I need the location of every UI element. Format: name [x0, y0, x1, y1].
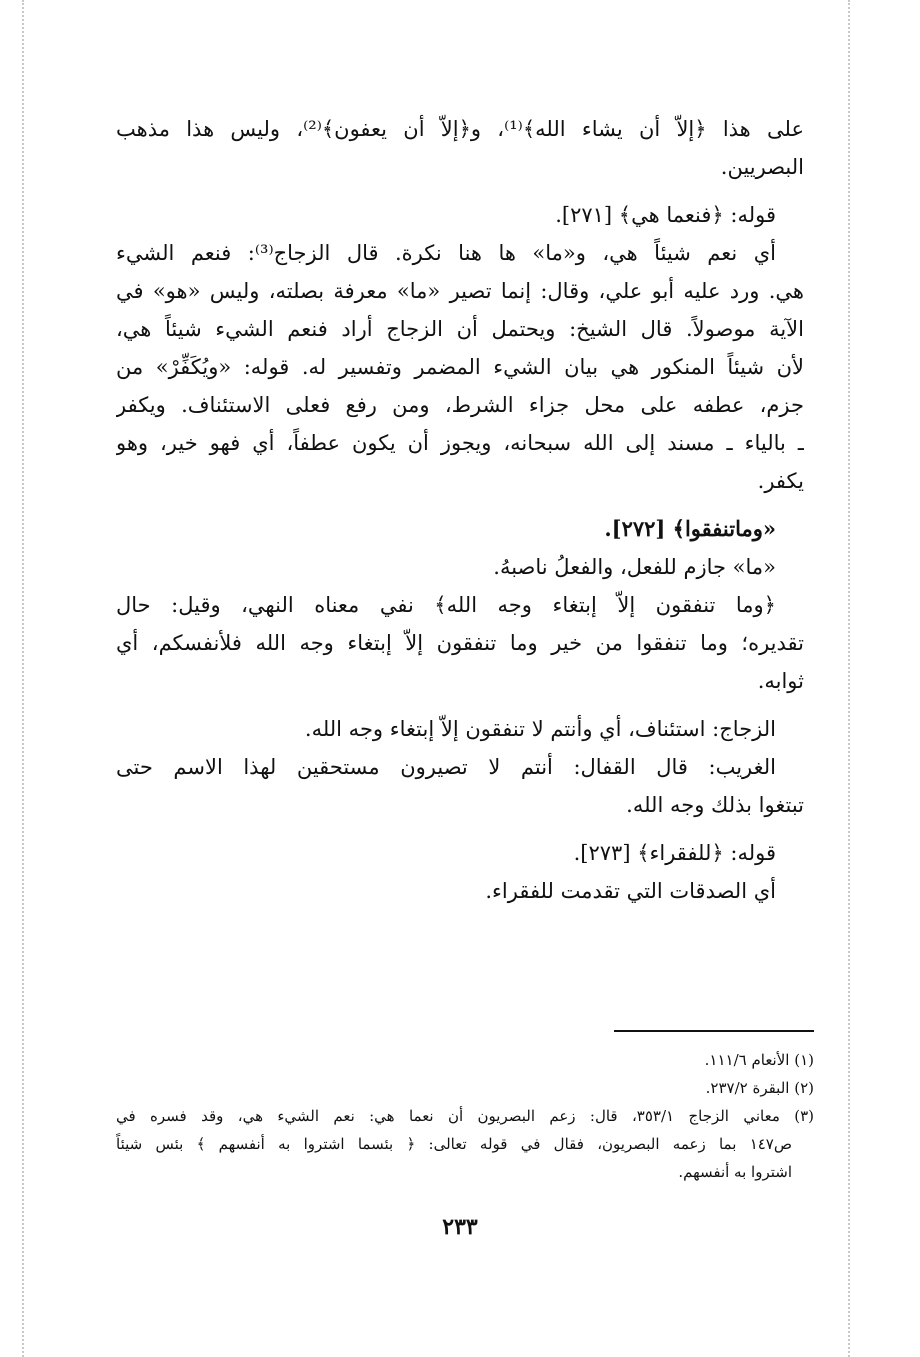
text-line: ﴿وما تنفقون إلاّ إبتغاء وجه الله﴾ نفي معناه النهي، وقيل: حال [116, 593, 776, 617]
text-line: ثوابه. [757, 669, 804, 693]
text-line: أي نعم شيئاً هي، و«ما» ها هنا نكرة. قال الزجاج⁽³⁾: فنعم الشيء [116, 241, 777, 265]
text-line: جزم، عطفه على محل جزاء الشرط، ومن رفع فعلى الاستئناف. ويكفر [116, 393, 804, 417]
verse-heading: «وماتنفقوا﴾ [٢٧٢]. [604, 516, 776, 541]
text-line: هي. ورد عليه أبو علي، وقال: إنما تصير «ما» معرفة بصلته، وليس «هو» في [116, 279, 804, 303]
footnote-divider [614, 1030, 814, 1032]
footnote-line: ص١٤٧ بما زعمه البصريون، فقال في قوله تعالى: ﴿ بئسما اشتروا به أنفسهم ﴾ بئس شيئاً [116, 1135, 792, 1153]
text-line: ـ بالياء ـ مسند إلى الله سبحانه، ويجوز أن يكون عطفاً، أي فهو خير، وهو [116, 431, 804, 455]
page-number: ٢٣٣ [442, 1214, 478, 1240]
footnote-line: (٢) البقرة ٢٣٧/٢. [705, 1079, 814, 1097]
footnote-line: (١) الأنعام ١١١/٦. [704, 1051, 814, 1069]
text-line: لأن شيئاً المنكور هي بيان الشيء المضمر وتفسير له. قوله: «ويُكَفِّرْ» من [116, 355, 804, 379]
footnote-line: (٣) معاني الزجاج ٣٥٣/١، قال: زعم البصريون أن نعما هي: نعم الشيء هي، وقد فسره في [116, 1107, 814, 1125]
text-line: على هذا ﴿إلاّ أن يشاء الله﴾⁽¹⁾، و﴿إلاّ أن يعفون﴾⁽²⁾، وليس هذا مذهب [116, 117, 804, 141]
text-line: البصريين. [720, 155, 804, 179]
scan-edge-dots-left [22, 0, 24, 1357]
footnote-line: اشتروا به أنفسهم. [678, 1163, 792, 1181]
verse-heading: قوله: ﴿للفقراء﴾ [٢٧٣]. [573, 841, 776, 865]
verse-heading: قوله: ﴿فنعما هي﴾ [٢٧١]. [555, 203, 776, 227]
text-line: يكفر. [757, 469, 804, 493]
text-line: تبتغوا بذلك وجه الله. [626, 793, 804, 817]
scan-edge-dots-right [848, 0, 850, 1357]
text-line: الآية موصولاً. قال الشيخ: ويحتمل أن الزجاج أراد فنعم الشيء شيئاً هي، [116, 317, 804, 341]
text-line: الزجاج: استئناف، أي وأنتم لا تنفقون إلاّ إبتغاء وجه الله. [304, 717, 776, 741]
main-text [116, 110, 804, 910]
text-line: أي الصدقات التي تقدمت للفقراء. [485, 879, 776, 903]
text-line: تقديره؛ وما تنفقوا من خير وما تنفقون إلاّ إبتغاء وجه الله فلأنفسكم، أي [116, 631, 804, 655]
text-line: «ما» جازم للفعل، والفعلُ ناصبهُ. [493, 555, 776, 579]
footnotes [116, 1030, 814, 1186]
text-line: الغريب: قال القفال: أنتم لا تصيرون مستحقين لهذا الاسم حتى [116, 755, 776, 779]
